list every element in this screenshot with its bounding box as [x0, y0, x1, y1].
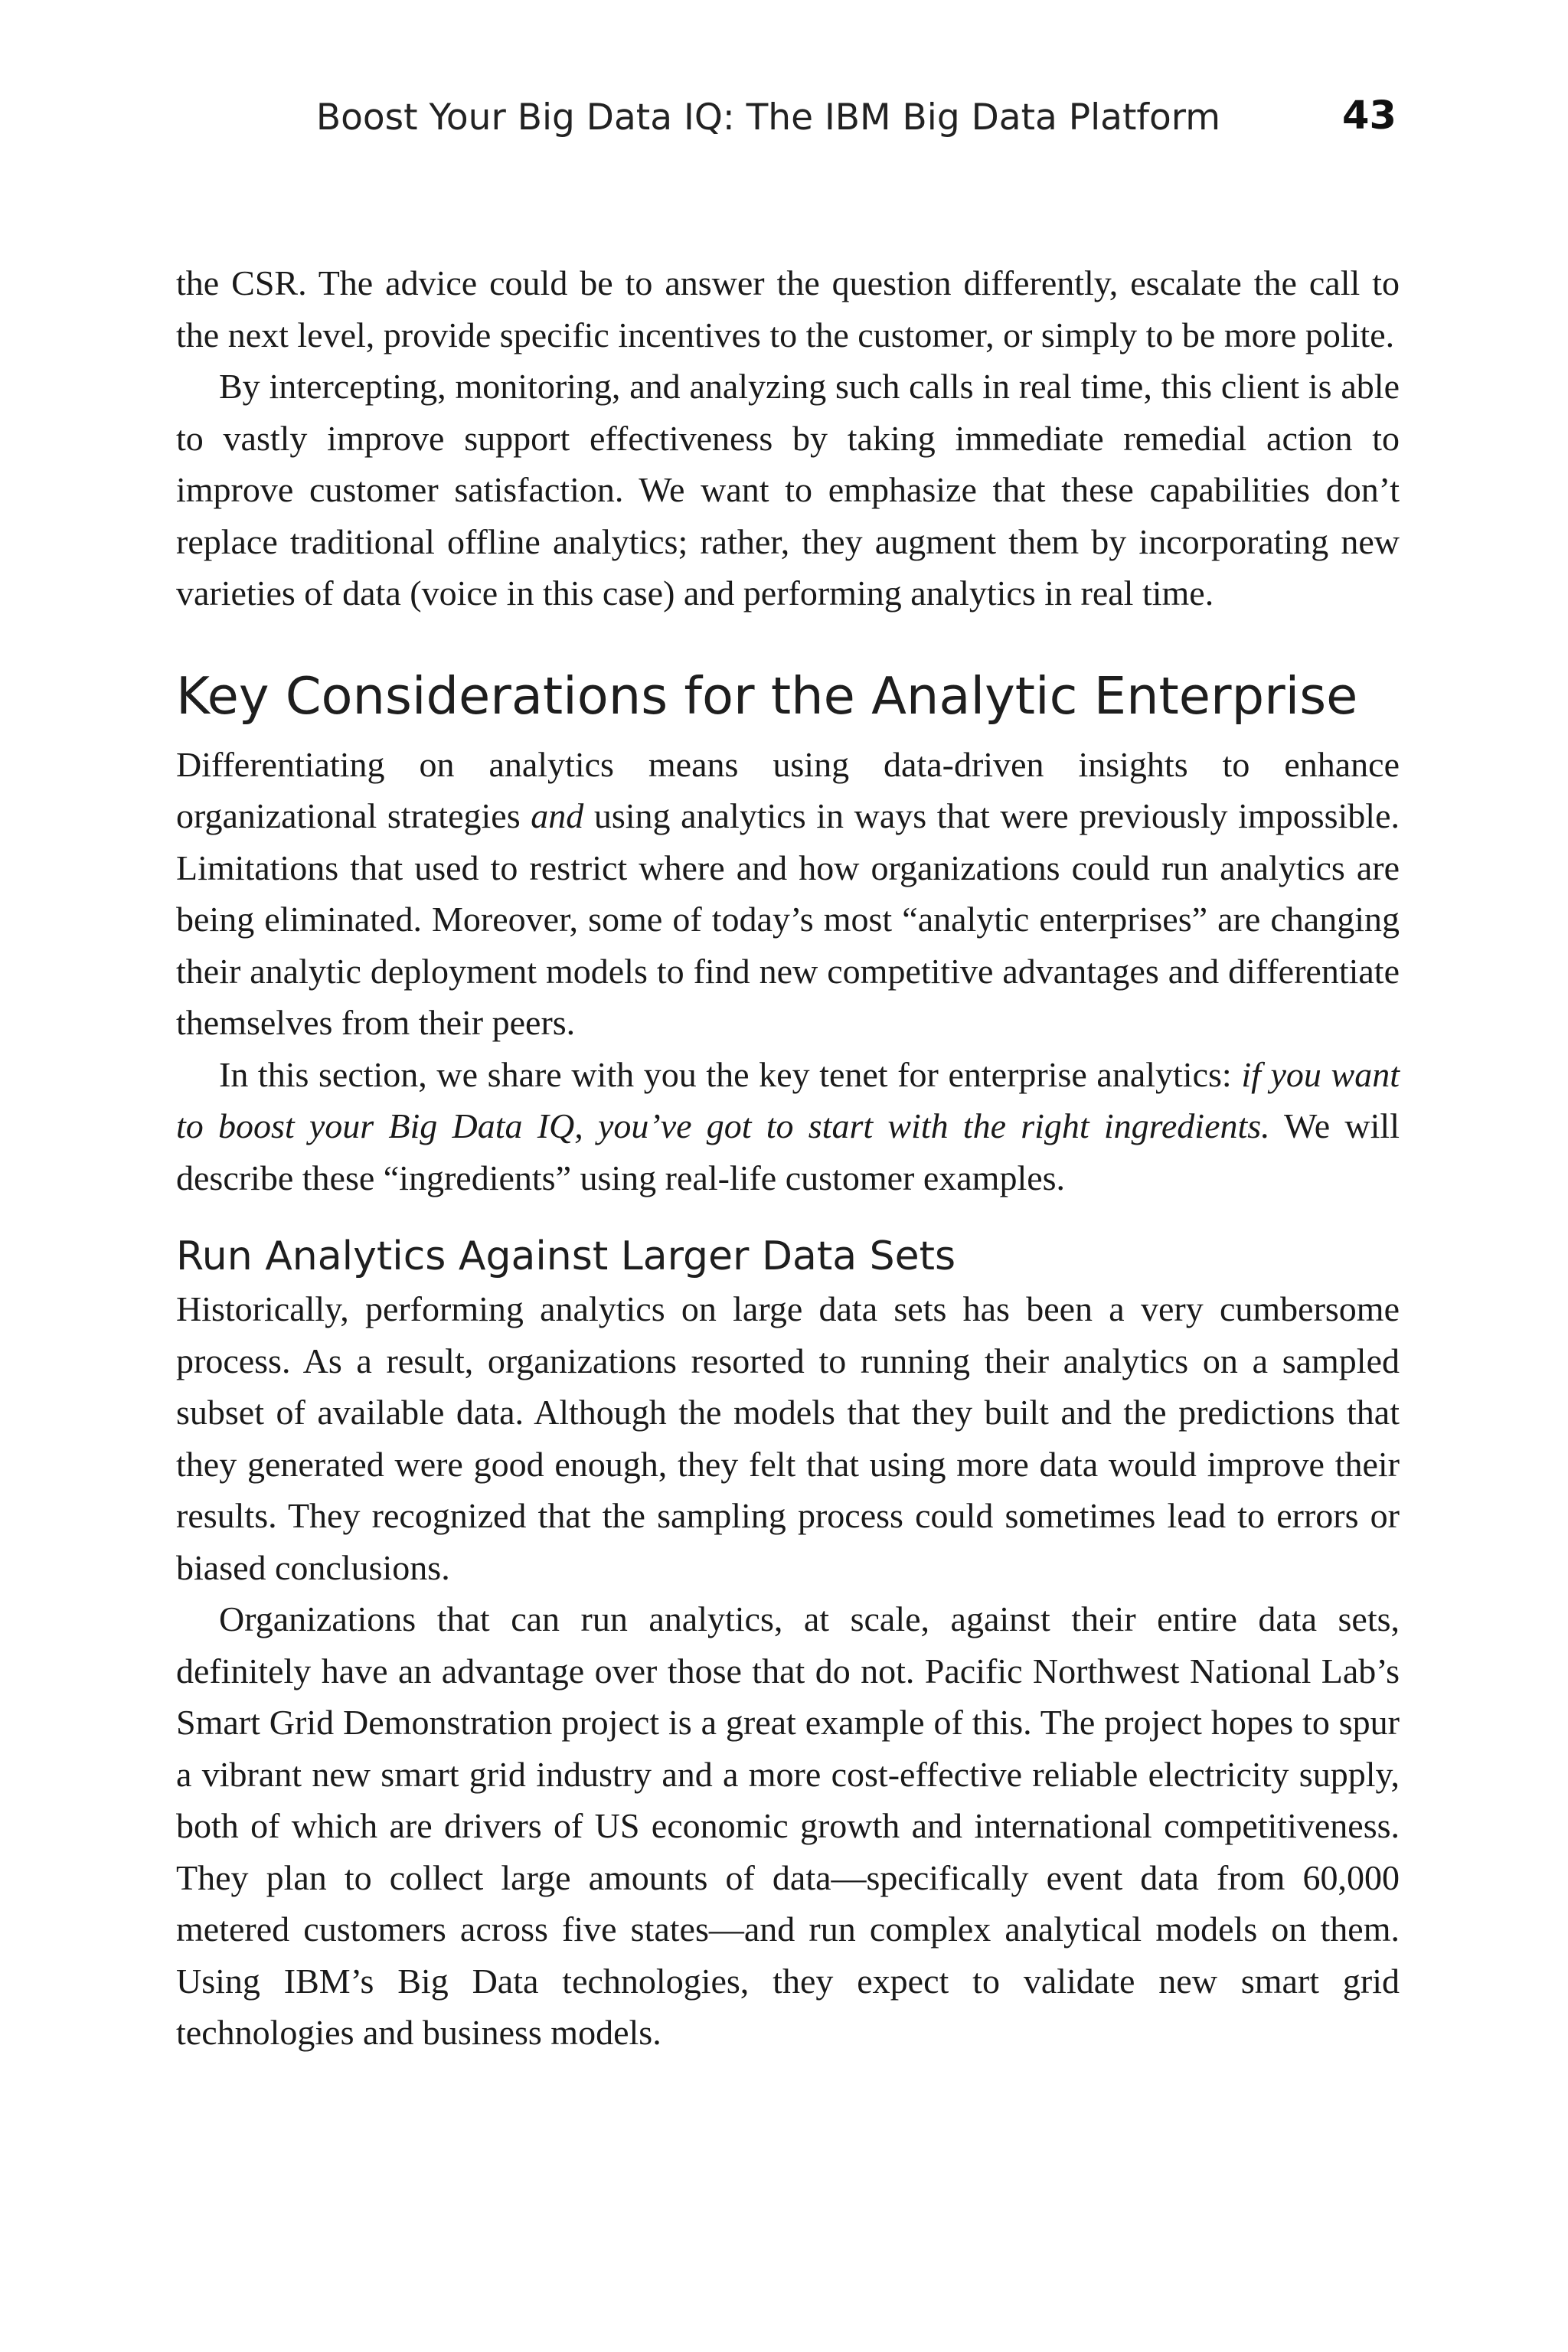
- subsection-heading: Run Analytics Against Larger Data Sets: [176, 1233, 956, 1279]
- paragraph-text: We will describe these “ingredients” using real-life customer examples.: [176, 1106, 1400, 1197]
- paragraph-text: In this section, we share with you the key tenet for enterprise analytics:: [219, 1054, 1242, 1094]
- emphasis-text: if you want to boost your Big Data IQ, you’ve got to start with the right ingredients.: [176, 1054, 1400, 1145]
- page-number: 43: [1342, 93, 1396, 139]
- paragraph-text: Differentiating on analytics means using data-driven insights to enhance organizational strategies: [176, 744, 1400, 835]
- paragraph: the CSR. The advice could be to answer the question differently, escalate the call to the next level, provide specific incentives to the customer, or simply to be more polite.: [176, 263, 1400, 354]
- paragraph: [176, 1049, 1400, 1204]
- emphasis-text: and: [531, 796, 584, 835]
- running-title: Boost Your Big Data IQ: The IBM Big Data Platform: [315, 96, 1220, 139]
- page-body: [176, 257, 1400, 2059]
- paragraph: Historically, performing analytics on large data sets has been a very cumbersome process. As a result, organizations resorted to running their analytics on a sampled subset of available data. Although the models that they built and the predictions that they generated were good enough, they felt that using more data would improve their results. They recognized that the sampling process could sometimes lead to errors or biased conclusions.: [176, 1289, 1400, 1587]
- section-heading: Key Considerations for the Analytic Enterprise: [176, 665, 1358, 726]
- paragraph: By intercepting, monitoring, and analyzing such calls in real time, this client is able to vastly improve support effectiveness by taking immediate remedial action to improve customer satisfaction. We want to emphasize that these capabilities don’t replace traditional offline analytics; rather, they augment them by incorporating new varieties of data (voice in this case) and performing analytics in real time.: [176, 367, 1400, 612]
- paragraph: [176, 739, 1400, 1049]
- paragraph-text: using analytics in ways that were previously impossible. Limitations that used to restrict where and how organizations could run analytics are being eliminated. Moreover, some of today’s most “analytic enterprises” are changing their analytic deployment models to find new competitive advantages and differentiate themselves from their peers.: [176, 796, 1400, 1042]
- paragraph: Organizations that can run analytics, at scale, against their entire data sets, definitely have an advantage over those that do not. Pacific Northwest National Lab’s Smart Grid Demonstration project is a great example of this. The project hopes to spur a vibrant new smart grid industry and a more cost-effective reliable electricity supply, both of which are drivers of US economic growth and international competitiveness. They plan to collect large amounts of data—specifically event data from 60,000 metered customers across five states—and run complex analytical models on them. Using IBM’s Big Data technologies, they expect to validate new smart grid technologies and business models.: [176, 1599, 1400, 2052]
- running-header: [176, 92, 1396, 145]
